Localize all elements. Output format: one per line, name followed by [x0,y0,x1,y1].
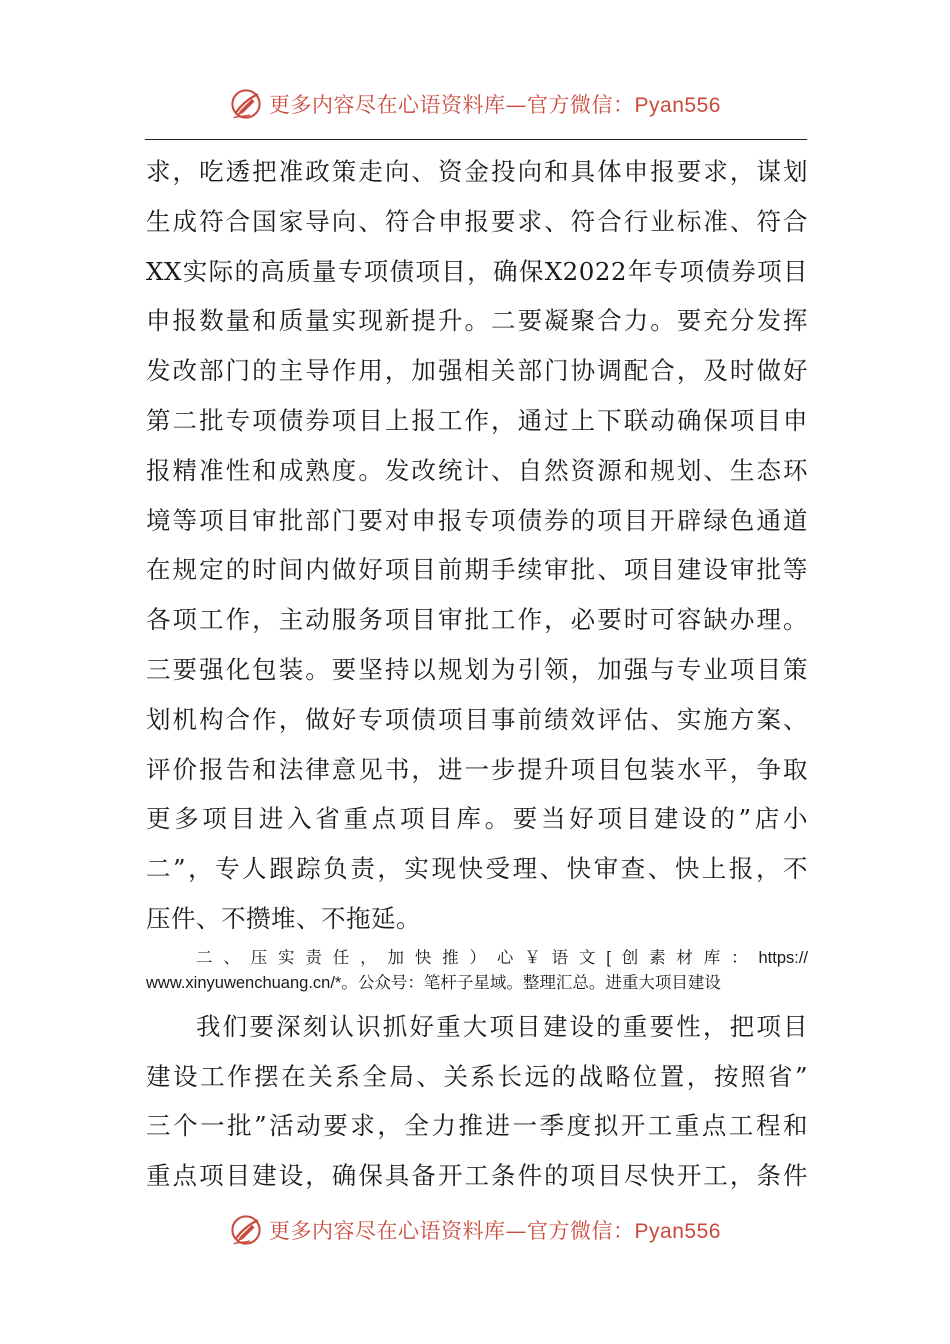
footer-watermark-banner [0,1208,950,1252]
text-line: XX实际的高质量专项债项目，确保X2022年专项债券项目 [146,256,808,286]
text-line: 境等项目审批部门要对申报专项债券的项目开辟绿色通道 [146,505,808,535]
text-line: 划机构合作，做好专项债项目事前绩效评估、实施方案、 [146,704,808,734]
section-heading-line-2: www.xinyuwenchuang.cn/*。公众号：笔杆子星域。整理汇总。进重大项目建设 [146,973,721,992]
banner-text: 更多内容尽在心语资料库—官方微信：Pyan556 [269,1219,721,1243]
text-line: 更多项目进入省重点项目库。要当好项目建设的”店小 [146,804,808,834]
text-line: 我们要深刻认识抓好重大项目建设的重要性，把项目 [196,1011,808,1041]
text-line: 二”，专人跟踪负责，实现快受理、快审查、快上报，不 [146,854,808,884]
text-line: 求，吃透把准政策走向、资金投向和具体申报要求，谋划 [146,157,808,186]
pen-logo-icon [229,1213,263,1247]
banner-text: 更多内容尽在心语资料库—官方微信：Pyan556 [269,93,721,117]
text-line: 建设工作摆在关系全局、关系长远的战略位置，按照省” [146,1061,808,1091]
text-line: 申报数量和质量实现新提升。二要凝聚合力。要充分发挥 [146,306,808,336]
header-watermark-banner [0,82,950,126]
text-line: 发改部门的主导作用，加强相关部门协调配合，及时做好 [146,356,808,386]
header-divider [145,139,807,140]
banner-handle: Pyan556 [634,94,721,117]
section-heading [146,946,808,996]
text-line: 报精准性和成熟度。发改统计、自然资源和规划、生态环 [146,455,808,485]
text-line: 在规定的时间内做好项目前期手续审批、项目建设审批等 [146,555,808,585]
banner-handle: Pyan556 [634,1220,721,1243]
text-line: 重点项目建设，确保具备开工条件的项目尽快开工，条件 [146,1161,808,1191]
section-heading-line-1: 二、压实责任，加快推）心￥语文[创素材库：https:// [196,948,808,967]
text-line: 三个一批”活动要求，全力推进一季度拟开工重点工程和 [146,1111,808,1141]
document-body [146,147,808,1201]
text-line: 第二批专项债券项目上报工作，通过上下联动确保项目申 [146,405,808,435]
text-line: 压件、不攒堆、不拖延。 [146,903,421,933]
text-line: 各项工作，主动服务项目审批工作，必要时可容缺办理。 [146,605,808,635]
text-line: 三要强化包装。要坚持以规划为引领，加强与专业项目策 [146,654,808,684]
pen-logo-icon [229,87,263,121]
paragraph-2 [146,1002,808,1201]
text-line: 生成符合国家导向、符合申报要求、符合行业标准、符合 [146,206,808,236]
text-line: 评价报告和法律意见书，进一步提升项目包装水平，争取 [146,754,808,784]
paragraph-1 [146,147,808,944]
